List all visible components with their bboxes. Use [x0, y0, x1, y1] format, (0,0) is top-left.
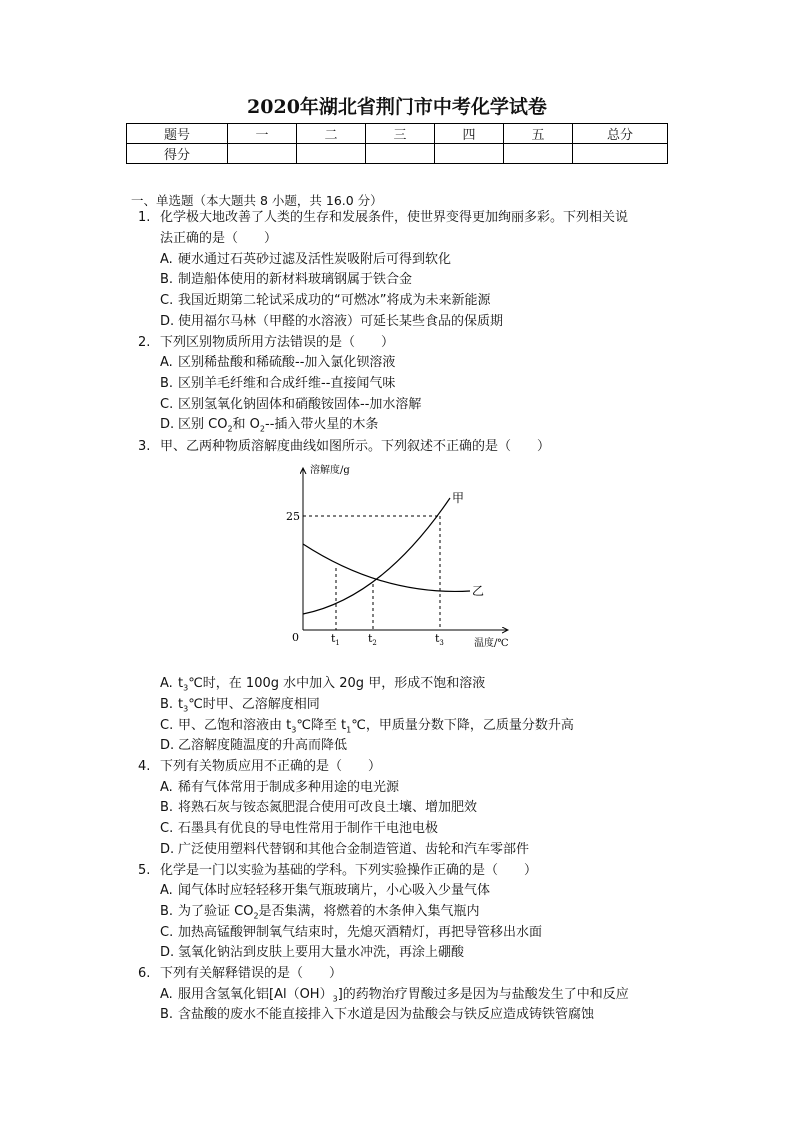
question-stem: 化学极大地改善了人类的生存和发展条件，使世界变得更加绚丽多彩。下列相关说	[160, 210, 629, 225]
subscript: 3	[332, 994, 338, 1004]
score-table-header-row	[127, 124, 668, 144]
option-b	[160, 374, 395, 395]
question-4	[138, 757, 381, 778]
subscript: 3	[183, 704, 189, 714]
option-b	[160, 1005, 594, 1026]
question-stem-continued: 法正确的是（ ）	[160, 231, 278, 246]
option-text: 将熟石灰与铵态氮肥混合使用可改良土壤、增加肥效	[178, 800, 478, 815]
option-letter: B.	[160, 904, 174, 919]
question-number: 5.	[138, 863, 151, 878]
option-text: 和 O	[232, 417, 260, 432]
option-text: 区别稀盐酸和稀硫酸--加入氯化钡溶液	[178, 355, 396, 370]
curve-label-yi: 乙	[472, 584, 485, 598]
score-blank[interactable]	[366, 144, 435, 164]
curve-jia	[303, 498, 450, 614]
option-letter: B.	[160, 697, 174, 712]
score-blank[interactable]	[297, 144, 366, 164]
question-3	[138, 437, 550, 458]
option-d	[160, 312, 503, 333]
score-table-score-row	[127, 144, 668, 164]
option-text: 为了验证 CO	[178, 904, 254, 919]
option-d	[160, 415, 378, 436]
score-table	[126, 123, 668, 164]
option-b	[160, 798, 477, 819]
option-a	[160, 778, 399, 799]
question-stem: 下列有关物质应用不正确的是（ ）	[160, 759, 382, 774]
option-text: --插入带火星的木条	[265, 417, 379, 432]
option-letter: A.	[160, 355, 173, 370]
x-axis-label: 温度/℃	[474, 638, 509, 649]
option-letter: B.	[160, 376, 174, 391]
question-stem: 化学是一门以实验为基础的学科。下列实验操作正确的是（ ）	[160, 863, 538, 878]
option-text: ℃降至 t	[296, 718, 347, 733]
option-text: ℃，甲质量分数下降，乙质量分数升高	[351, 718, 574, 733]
subscript: 1	[346, 725, 352, 735]
section-heading: 一、单选题（本大题共 8 小题，共 16.0 分）	[131, 193, 383, 208]
option-a	[160, 674, 485, 695]
option-text: 甲、乙饱和溶液由 t	[178, 718, 292, 733]
question-2	[138, 333, 394, 354]
score-blank[interactable]	[504, 144, 573, 164]
curve-label-jia: 甲	[452, 491, 465, 505]
option-text: ]的药物治疗胃酸过多是因为与盐酸发生了中和反应	[337, 987, 629, 1002]
option-letter: A.	[160, 252, 173, 267]
option-text: 石墨具有优良的导电性常用于制作干电池电极	[178, 821, 439, 836]
option-letter: D.	[160, 842, 175, 857]
x-tick-t1: $t_1$	[331, 632, 340, 647]
question-number: 3.	[138, 439, 151, 454]
option-text: t	[178, 676, 184, 691]
score-cell-1: 一	[228, 124, 297, 144]
option-text: 稀有气体常用于制成多种用途的电光源	[178, 780, 400, 795]
option-text: 是否集满，将燃着的木条伸入集气瓶内	[258, 904, 480, 919]
option-letter: D.	[160, 945, 175, 960]
subscript: 3	[291, 725, 297, 735]
option-text: 我国近期第二轮试采成功的“可燃冰”将成为未来新能源	[178, 293, 491, 308]
option-text: 乙溶解度随温度的升高而降低	[178, 738, 348, 753]
option-d	[160, 736, 347, 757]
x-tick-t2: $t_2$	[368, 632, 377, 647]
option-c	[160, 923, 542, 944]
option-letter: A.	[160, 987, 173, 1002]
option-text: 广泛使用塑料代替钢和其他合金制造管道、齿轮和汽车零部件	[178, 842, 530, 857]
question-1	[138, 208, 628, 229]
question-stem: 下列有关解释错误的是（ ）	[160, 966, 343, 981]
option-text: 氢氧化钠沾到皮肤上要用大量水冲洗，再涂上硼酸	[178, 945, 465, 960]
option-letter: B.	[160, 272, 174, 287]
option-c	[160, 291, 490, 312]
option-letter: A.	[160, 676, 173, 691]
x-tick-t3: $t_3$	[435, 632, 444, 647]
option-letter: C.	[160, 718, 174, 733]
score-blank[interactable]	[228, 144, 297, 164]
option-text: ℃时甲、乙溶解度相同	[188, 697, 320, 712]
y-axis-label: 溶解度/g	[310, 465, 350, 476]
option-text: 区别羊毛纤维和合成纤维--直接闻气味	[178, 376, 396, 391]
option-text: 含盐酸的废水不能直接排入下水道是因为盐酸会与铁反应造成铸铁管腐蚀	[178, 1007, 595, 1022]
option-d	[160, 840, 529, 861]
subscript: 2	[227, 424, 233, 434]
option-text: ℃时，在 100g 水中加入 20g 甲，形成不饱和溶液	[188, 676, 486, 691]
option-a	[160, 353, 395, 374]
score-cell-3: 三	[366, 124, 435, 144]
option-text: 服用含氢氧化铝[Al（OH）	[178, 987, 333, 1002]
option-c	[160, 819, 438, 840]
option-text: 区别 CO	[178, 417, 228, 432]
score-cell-4: 四	[435, 124, 504, 144]
option-a	[160, 881, 490, 902]
option-letter: D.	[160, 738, 175, 753]
option-letter: B.	[160, 800, 174, 815]
option-c	[160, 395, 421, 416]
option-text: 硬水通过石英砂过滤及活性炭吸附后可得到软化	[178, 252, 452, 267]
subscript: 2	[253, 911, 259, 921]
question-number: 1.	[138, 210, 151, 225]
question-stem: 下列区别物质所用方法错误的是（ ）	[160, 335, 395, 350]
option-text: 闻气体时应轻轻移开集气瓶玻璃片，小心吸入少量气体	[178, 883, 491, 898]
option-b	[160, 270, 412, 291]
score-blank[interactable]	[435, 144, 504, 164]
option-a	[160, 985, 629, 1006]
score-cell-5: 五	[504, 124, 573, 144]
option-letter: C.	[160, 397, 174, 412]
option-text: 制造船体使用的新材料玻璃钢属于铁合金	[178, 272, 413, 287]
page-title: 2020年湖北省荆门市中考化学试卷	[247, 96, 547, 118]
option-text: 区别氢氧化钠固体和硝酸铵固体--加水溶解	[178, 397, 422, 412]
option-text: 加热高锰酸钾制氧气结束时，先熄灭酒精灯，再把导管移出水面	[178, 925, 543, 940]
question-number: 2.	[138, 335, 151, 350]
score-cell-label: 题号	[127, 124, 228, 144]
question-stem: 甲、乙两种物质溶解度曲线如图所示。下列叙述不正确的是（ ）	[160, 439, 551, 454]
option-d	[160, 943, 464, 964]
option-letter: B.	[160, 1007, 174, 1022]
subscript: 3	[183, 683, 189, 693]
score-row-label: 得分	[127, 144, 228, 164]
option-text: t	[178, 697, 184, 712]
solubility-chart	[285, 460, 515, 650]
origin-label: 0	[292, 631, 299, 644]
option-b	[160, 902, 480, 923]
question-number: 6.	[138, 966, 151, 981]
option-a	[160, 250, 451, 271]
score-cell-2: 二	[297, 124, 366, 144]
question-6	[138, 964, 342, 985]
question-5	[138, 861, 537, 882]
option-b	[160, 695, 320, 716]
option-letter: D.	[160, 314, 175, 329]
option-letter: C.	[160, 821, 174, 836]
option-text: 使用福尔马林（甲醛的水溶液）可延长某些食品的保质期	[178, 314, 504, 329]
option-letter: A.	[160, 883, 173, 898]
option-letter: C.	[160, 925, 174, 940]
question-number: 4.	[138, 759, 151, 774]
score-blank[interactable]	[573, 144, 668, 164]
option-c	[160, 716, 574, 737]
subscript: 2	[259, 424, 266, 434]
curve-yi	[303, 544, 470, 591]
option-letter: D.	[160, 417, 175, 432]
y-tick-label: 25	[286, 510, 300, 523]
option-letter: A.	[160, 780, 173, 795]
score-cell-total: 总分	[573, 124, 668, 144]
option-letter: C.	[160, 293, 174, 308]
